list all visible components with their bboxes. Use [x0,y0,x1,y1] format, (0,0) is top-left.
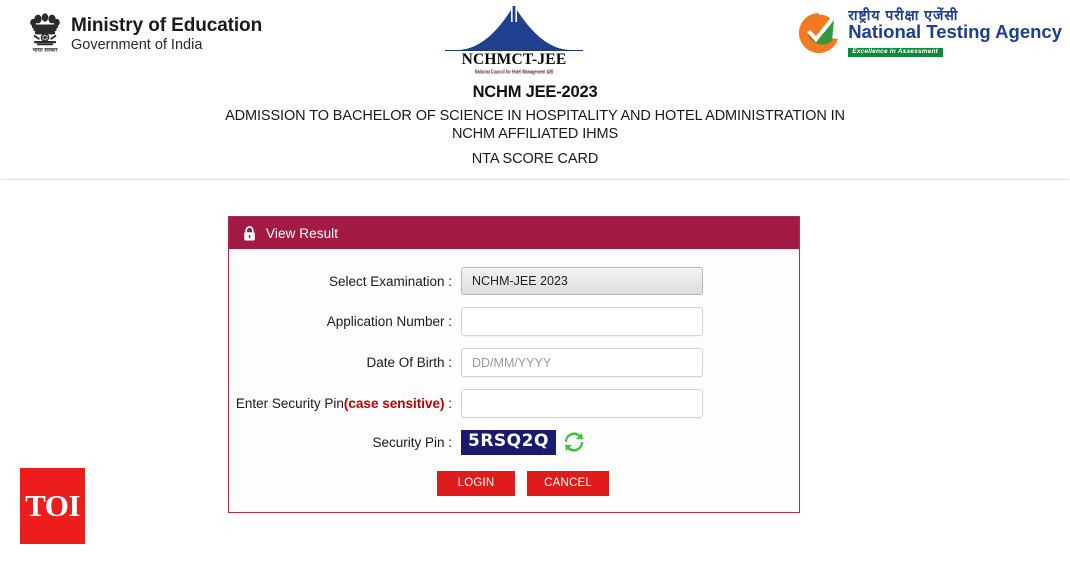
case-sensitive-note: (case sensitive) [343,396,445,411]
ministry-subtitle: Government of India [71,36,203,53]
date-of-birth-placeholder: DD/MM/YYYY [472,355,552,370]
admission-title-line2: NCHM AFFILIATED IHMS [451,125,619,142]
application-number-input[interactable] [461,307,703,336]
panel-button-row [229,471,799,496]
view-result-panel [228,216,800,513]
score-card-title: NTA SCORE CARD [471,151,599,168]
nta-swoosh-check-icon [798,12,840,54]
page-header [0,0,1070,180]
select-examination-value: NCHM-JEE 2023 [472,274,568,288]
panel-body [229,249,799,512]
application-number-label: Application Number : [326,314,452,329]
enter-security-pin-label [229,396,461,411]
nta-hindi-name: राष्ट्रीय परीक्षा एजेंसी [848,7,959,23]
captcha-image: 5RSQ2Q [461,430,556,455]
nchmct-name: NCHMCT-JEE [445,50,583,69]
admission-title [0,108,1070,143]
enter-security-pin-label-colon: : [444,396,452,411]
panel-title: View Result [266,225,339,241]
nchmct-tagline: National Council for Hotel Management &IB [474,69,554,75]
nchmct-jee-logo [445,6,583,74]
field-row-application-number [229,307,799,336]
ministry-title: Ministry of Education [71,15,263,37]
refresh-icon[interactable] [563,431,585,453]
toi-watermark [20,468,85,544]
security-pin-input[interactable] [461,389,703,418]
cancel-button[interactable]: CANCEL [527,471,609,496]
toi-watermark-text: TOI [25,488,80,523]
date-of-birth-input[interactable] [461,348,703,377]
page-body [0,180,1070,580]
nchmct-bridge-logo-icon [445,6,583,51]
admission-title-line1: ADMISSION TO BACHELOR OF SCIENCE IN HOSPITALITY AND HOTEL ADMINISTRATION IN [225,108,845,124]
panel-header [229,217,799,249]
select-examination-label: Select Examination : [328,273,452,289]
svg-text:भारत सरकार: भारत सरकार [32,47,58,54]
page-title-block [0,83,1070,167]
ministry-of-education-logo [28,10,262,60]
enter-security-pin-label-main: Enter Security Pin [235,396,344,411]
captcha-label: Security Pin : [372,434,452,450]
field-row-date-of-birth [229,348,799,377]
login-button[interactable]: LOGIN [437,471,515,496]
nta-logo [798,8,1062,58]
nta-english-name: National Testing Agency [848,20,1062,42]
field-row-select-examination [229,267,799,295]
field-row-captcha [229,430,799,455]
exam-title: NCHM JEE-2023 [472,83,598,101]
select-examination-dropdown[interactable] [461,267,703,295]
date-of-birth-label: Date Of Birth : [366,355,452,370]
nta-badge: Excellence in Assessment [848,48,943,57]
lock-icon [243,226,256,241]
field-row-enter-security-pin [229,389,799,418]
ashoka-emblem-icon [28,10,62,60]
